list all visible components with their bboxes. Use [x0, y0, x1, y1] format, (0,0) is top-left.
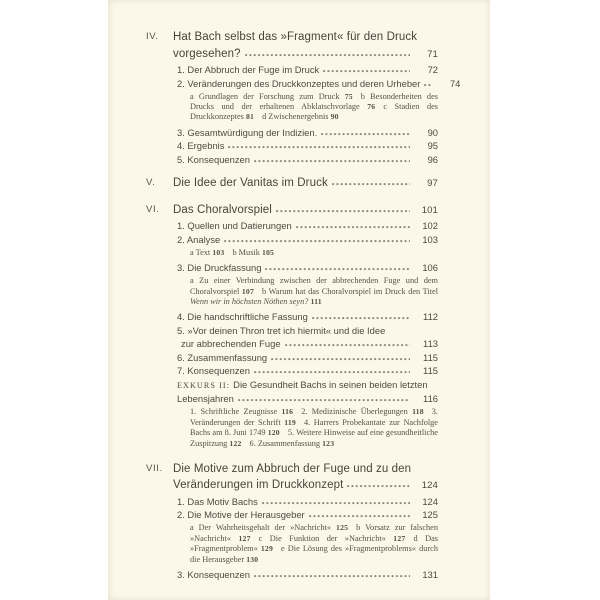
page-number: 125: [422, 509, 438, 521]
sub-page-number: 122: [229, 438, 242, 448]
toc-entry: [177, 126, 438, 140]
toc-entry: [177, 364, 438, 378]
page-number: 124: [422, 495, 438, 507]
entry-text: 5. »Vor deinen Thron tret ich hiermit« und die Idee: [177, 324, 386, 336]
sub-page-number: 130: [246, 554, 259, 564]
section-entries: [177, 63, 461, 166]
entry-text: 7. Konsequenzen: [177, 365, 250, 377]
sub-page-number: 116: [281, 407, 294, 417]
page-number: 115: [423, 351, 438, 363]
toc-entry-line: [177, 568, 438, 582]
toc-entry: [177, 568, 438, 582]
page-number: 101: [421, 204, 438, 216]
entry-text: 6. Zusammenfassung: [177, 351, 268, 363]
sub-entry: 1. Schriftliche Zeugnisse 116: [190, 407, 294, 417]
section-title-line: [173, 46, 438, 64]
entry-text: 4. Ergebnis: [177, 140, 225, 152]
toc-section-iv: [146, 29, 461, 166]
sub-entry: 5. Weitere Hinweise auf eine gesundheitliche Zuspitzung 122: [190, 428, 438, 448]
dot-leader: [285, 344, 410, 347]
dot-leader: [347, 485, 410, 488]
entry-text: 2. Die Motive der Herausgeber: [177, 509, 305, 521]
sub-entry-block: [190, 92, 438, 123]
sub-entry: c Die Funktion der »Nachricht« 127: [258, 533, 406, 543]
page-number: 97: [427, 178, 438, 190]
toc-entry: [177, 77, 461, 123]
sub-entry: 3. Veränderungen der Schrift 119: [190, 407, 439, 427]
entry-text: 2. Veränderungen des Druckkonzeptes und deren Urheber: [177, 77, 421, 89]
sub-entry: d Das »Fragmentproblem« 129: [190, 533, 438, 554]
exkurs-label: EXKURS II:: [177, 380, 234, 390]
dot-leader: [245, 54, 410, 57]
toc-entry-line: [177, 310, 438, 324]
section-title-line: [173, 175, 438, 193]
italic-title: Wenn wir in höchsten Nöthen seyn?: [190, 296, 311, 306]
entry-text: 2. Analyse: [177, 233, 221, 245]
page-number: 106: [422, 262, 438, 274]
dot-leader: [309, 515, 410, 518]
toc-entry: [177, 233, 438, 258]
section-content: [173, 29, 461, 166]
page-number: 71: [427, 48, 438, 60]
page-number: 95: [427, 140, 438, 152]
toc-entry: [177, 139, 438, 153]
toc-entry: [177, 63, 438, 77]
page-number: 113: [423, 338, 438, 350]
entry-text: Lebensjahren: [177, 393, 234, 405]
sub-entry: b Vorsatz zur falschen »Nachricht« 127: [190, 523, 438, 543]
dot-leader: [332, 183, 410, 186]
sub-page-number: 81: [245, 112, 255, 122]
sub-entry-block: [190, 248, 438, 258]
dot-leader: [323, 70, 410, 73]
toc-entry-line: [177, 63, 438, 77]
section-title-text: Die Idee der Vanitas im Druck: [173, 177, 328, 190]
sub-entry-block: [190, 523, 438, 565]
sub-entry: e Die Lösung des »Fragmentproblems« durch die Herausgeber 130: [190, 544, 438, 564]
sub-page-number: 123: [322, 438, 335, 448]
page-number: 102: [422, 220, 438, 232]
page-number: 74: [449, 77, 461, 89]
sub-entry: b Besonderheiten des Drucks und der erhaltenen Abklatschvorlage 76: [190, 91, 438, 111]
page-number: 115: [423, 365, 438, 377]
section-numeral: IV.: [146, 31, 159, 42]
section-content: [173, 461, 438, 582]
dot-leader: [224, 240, 410, 243]
toc-entry-line: [177, 508, 438, 522]
toc-entry-line: [177, 219, 438, 233]
table-of-contents: [146, 29, 461, 582]
toc-entry-line: [177, 261, 438, 275]
toc-entry-line: [177, 495, 438, 509]
dot-leader: [228, 146, 410, 149]
section-title-line: [173, 29, 438, 46]
section-title-text: Das Choralvorspiel: [173, 203, 272, 216]
sub-page-number: 76: [367, 101, 376, 111]
toc-entry-line: [177, 392, 438, 406]
sub-entry-block: [190, 276, 438, 307]
toc-entry-line: [177, 126, 438, 140]
sub-page-number: 111: [310, 296, 322, 306]
sub-page-number: 119: [284, 417, 296, 427]
sub-page-number: 75: [344, 91, 353, 101]
entry-text: 1. Quellen und Datierungen: [177, 220, 292, 232]
toc-entry-line: [177, 77, 461, 91]
sub-page-number: 90: [330, 112, 339, 122]
toc-entry: [177, 495, 438, 509]
sub-entry-block: [190, 407, 438, 449]
sub-entry: a Zu einer Verbindung zwischen der abbrechenden Fuge und dem Choralvorspiel 107: [190, 276, 438, 296]
sub-page-number: 125: [336, 523, 349, 533]
entry-text: 1. Das Motiv Bachs: [177, 495, 258, 507]
sub-entry: a Text 103: [190, 247, 225, 257]
dot-leader: [312, 317, 410, 320]
toc-section-vi: [146, 202, 438, 452]
page-number: 72: [427, 64, 438, 75]
sub-entry: 2. Medizinische Überlegungen 118: [301, 407, 424, 417]
sub-page-number: 129: [260, 544, 273, 554]
toc-entry: [177, 310, 438, 324]
section-title-text: Hat Bach selbst das »Fragment« für den Druck: [173, 31, 418, 43]
toc-entry: [177, 324, 438, 351]
sub-page-number: 118: [412, 407, 424, 417]
toc-entry-line: [177, 153, 438, 167]
dot-leader: [254, 160, 410, 163]
toc-entry-line: [177, 378, 438, 393]
sub-page-number: 105: [261, 247, 275, 257]
entry-text: EXKURS II: Die Gesundheit Bachs in seinen beiden letzten: [177, 378, 428, 390]
dot-leader: [262, 502, 410, 505]
toc-section-vii: [146, 461, 438, 582]
sub-page-number: 127: [238, 533, 251, 543]
toc-entry-line: [177, 139, 438, 153]
dot-leader: [265, 268, 410, 271]
toc-entry: [177, 219, 438, 233]
section-title-text: Veränderungen im Druckkonzept: [173, 479, 344, 492]
sub-entry: d Zwischenergebnis 90: [262, 112, 339, 122]
section-numeral: VI.: [146, 203, 160, 215]
toc-entry: [177, 508, 438, 565]
sub-entry: 4. Harrers Probekantate zur Nachfolge Bachs am 8. Juni 1749 120: [190, 417, 438, 438]
toc-entry: [177, 261, 438, 307]
sub-entry: c Stadien des Druckkonzeptes 81: [190, 101, 439, 122]
toc-entry-line: [177, 233, 438, 247]
section-numeral: VII.: [146, 462, 163, 474]
section-title-text: vorgesehen?: [173, 47, 241, 60]
dot-leader: [271, 358, 410, 361]
section-title-line: [173, 477, 438, 495]
page-number: 124: [421, 480, 438, 492]
page-number: 96: [427, 153, 438, 165]
page-number: 103: [422, 233, 438, 245]
page-number: 90: [427, 126, 438, 138]
page-number: 112: [423, 311, 438, 323]
book-page: [108, 0, 490, 600]
sub-entry: a Der Wahrheitsgehalt der »Nachricht« 125: [190, 523, 349, 533]
section-entries: [177, 219, 438, 449]
section-title-text: Die Motive zum Abbruch der Fuge und zu den: [173, 462, 412, 475]
dot-leader: [424, 84, 432, 87]
sub-page-number: 127: [393, 533, 406, 543]
toc-entry-line: [177, 351, 438, 365]
dot-leader: [296, 226, 410, 229]
entry-text: 3. Konsequenzen: [177, 569, 250, 581]
page-number: 116: [423, 393, 438, 405]
toc-entry: [177, 351, 438, 365]
sub-entry: b Musik 105: [232, 247, 275, 257]
section-content: [173, 202, 438, 452]
section-numeral: V.: [146, 177, 156, 189]
section-title-line: [173, 202, 438, 220]
dot-leader: [276, 210, 410, 213]
sub-page-number: 120: [267, 428, 280, 438]
toc-entry: [177, 378, 438, 449]
dot-leader: [254, 371, 410, 374]
entry-text: 3. Die Druckfassung: [177, 262, 262, 274]
dot-leader: [238, 399, 410, 402]
section-title-line: [173, 461, 438, 478]
sub-entry: a Grundlagen der Forschung zum Druck 75: [190, 91, 353, 101]
entry-text: zur abbrechenden Fuge: [181, 338, 281, 350]
toc-entry-line: [177, 324, 438, 338]
sub-page-number: 103: [212, 247, 225, 257]
toc-section-v: [146, 175, 438, 193]
entry-text: 1. Der Abbruch der Fuge im Druck: [177, 64, 320, 75]
sub-page-number: 107: [241, 286, 255, 296]
entry-text: 3. Gesamtwürdigung der Indizien.: [177, 126, 318, 138]
sub-entry: 6. Zusammenfassung 123: [249, 438, 335, 448]
sub-entry: b Warum hat das Choralvorspiel im Druck den Titel Wenn wir in höchsten Nöthen seyn? 111: [190, 286, 438, 306]
toc-entry-line: [177, 364, 438, 378]
dot-leader: [254, 575, 410, 578]
entry-text: 4. Die handschriftliche Fassung: [177, 311, 308, 323]
dot-leader: [321, 133, 410, 136]
toc-entry-line: [177, 337, 438, 351]
toc-entry: [177, 153, 438, 167]
section-content: [173, 175, 438, 193]
entry-text: 5. Konsequenzen: [177, 153, 250, 165]
page-number: 131: [422, 569, 438, 581]
section-entries: [177, 495, 438, 582]
